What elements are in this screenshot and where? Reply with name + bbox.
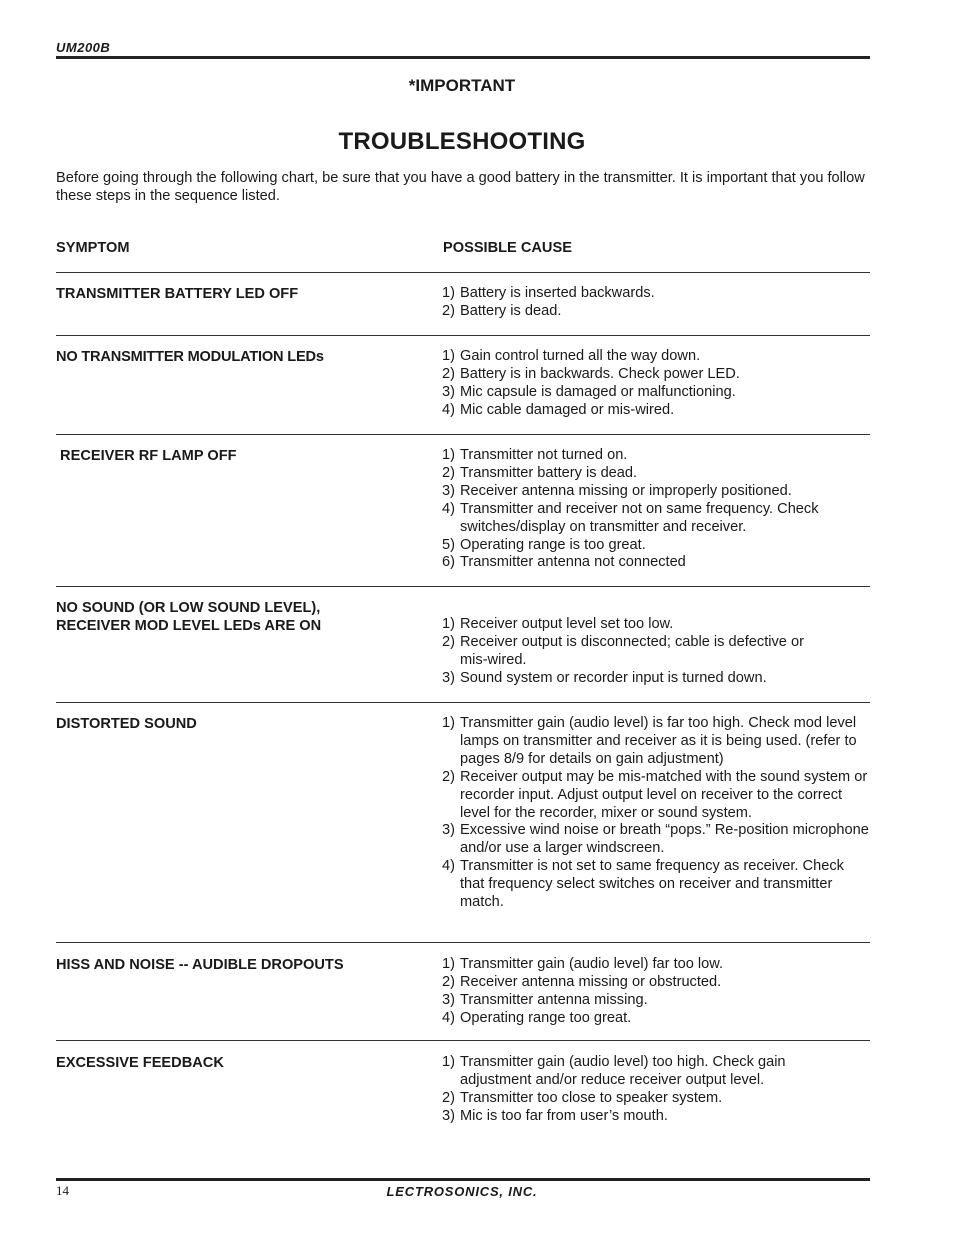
cause-text: Transmitter too close to speaker system. [460, 1089, 723, 1106]
cause-number: 1) [442, 447, 455, 463]
cause-number: 4) [442, 1009, 455, 1026]
row-divider [56, 434, 870, 435]
cause-text: Transmitter antenna missing. [460, 991, 648, 1008]
cause-item [442, 501, 870, 537]
cause-number: 2) [442, 365, 455, 382]
cause-number: 3) [442, 1107, 455, 1124]
cause-text: Excessive wind noise or breath “pops.” Re-position microphone and/or use a larger windscreen. [460, 822, 869, 857]
cause-number: 2) [442, 973, 455, 990]
cause-item [442, 992, 870, 1010]
column-header-symptom: SYMPTOM [56, 240, 130, 256]
cause-text: Receiver output is disconnected; cable is defective or mis-wired. [460, 633, 804, 668]
cause-number: 2) [442, 1089, 455, 1106]
cause-number: 6) [442, 554, 455, 571]
cause-item [442, 769, 870, 823]
footer-rule [56, 1178, 870, 1181]
cause-text: Transmitter is not set to same frequency as receiver. Check that frequency select switches on receiver and transmitter match. [460, 858, 844, 911]
cause-list [442, 285, 870, 321]
cause-number: 1) [442, 1054, 455, 1070]
page-number: 14 [56, 1183, 69, 1198]
header-rule [56, 56, 870, 59]
row-divider [56, 586, 870, 587]
cause-item [442, 285, 870, 303]
cause-number: 3) [442, 482, 455, 499]
cause-text: Transmitter and receiver not on same frequency. Check switches/display on transmitter and receiver. [460, 500, 819, 535]
cause-number: 1) [442, 715, 455, 731]
cause-text: Receiver output may be mis-matched with the sound system or recorder input. Adjust output level on receiver to the correct level for the recorder, mixer or sound system. [460, 768, 868, 821]
cause-text: Sound system or recorder input is turned down. [460, 669, 767, 686]
cause-text: Transmitter not turned on. [460, 447, 628, 463]
cause-text: Mic capsule is damaged or malfunctioning. [460, 383, 736, 400]
cause-item [442, 402, 870, 420]
page-title: TROUBLESHOOTING [338, 128, 586, 155]
cause-text: Receiver antenna missing or obstructed. [460, 973, 722, 990]
cause-list [442, 447, 870, 572]
cause-item [442, 1090, 842, 1108]
cause-number: 4) [442, 401, 455, 418]
cause-number: 3) [442, 383, 455, 400]
cause-text: Battery is inserted backwards. [460, 285, 655, 301]
cause-item [442, 670, 822, 688]
cause-list [442, 956, 870, 1028]
cause-item [442, 303, 870, 321]
cause-item [442, 858, 870, 912]
cause-list [442, 715, 870, 912]
header-model: UM200B [56, 40, 111, 55]
cause-item [442, 348, 870, 366]
row-divider [56, 942, 870, 943]
cause-item [442, 366, 870, 384]
cause-number: 2) [442, 302, 455, 319]
footer-company: LECTROSONICS, INC. [386, 1184, 538, 1199]
cause-list [442, 348, 870, 420]
cause-item [442, 822, 870, 858]
cause-item [442, 483, 870, 501]
symptom-label: DISTORTED SOUND [56, 716, 197, 732]
cause-number: 1) [442, 285, 455, 301]
cause-item [442, 634, 822, 670]
cause-number: 3) [442, 669, 455, 686]
cause-number: 1) [442, 956, 455, 972]
cause-item [442, 715, 870, 769]
cause-text: Operating range is too great. [460, 536, 646, 553]
symptom-label: NO SOUND (OR LOW SOUND LEVEL), RECEIVER MOD LEVEL LEDs ARE ON [56, 600, 322, 634]
cause-number: 2) [442, 464, 455, 481]
cause-text: Gain control turned all the way down. [460, 348, 701, 364]
cause-list [442, 1054, 842, 1126]
cause-number: 4) [442, 500, 455, 517]
row-divider [56, 272, 870, 273]
row-divider [56, 702, 870, 703]
cause-text: Receiver antenna missing or improperly positioned. [460, 482, 792, 499]
cause-item [442, 616, 822, 634]
cause-item [442, 1108, 842, 1126]
important-label: *IMPORTANT [408, 76, 516, 95]
cause-text: Mic cable damaged or mis-wired. [460, 401, 675, 418]
cause-text: Battery is dead. [460, 302, 562, 319]
cause-item [442, 956, 870, 974]
cause-number: 5) [442, 536, 455, 553]
cause-text: Receiver output level set too low. [460, 616, 674, 632]
cause-item [442, 447, 870, 465]
cause-text: Transmitter antenna not connected [460, 554, 686, 571]
symptom-label: NO TRANSMITTER MODULATION LEDs [56, 349, 324, 365]
cause-text: Transmitter battery is dead. [460, 464, 638, 481]
cause-item [442, 1010, 870, 1028]
cause-number: 4) [442, 858, 455, 875]
cause-number: 2) [442, 768, 455, 785]
column-header-cause: POSSIBLE CAUSE [443, 240, 572, 256]
symptom-label: TRANSMITTER BATTERY LED OFF [56, 286, 299, 302]
cause-text: Mic is too far from user’s mouth. [460, 1107, 668, 1124]
cause-list [442, 616, 822, 688]
cause-item [442, 974, 870, 992]
cause-text: Transmitter gain (audio level) too high. Check gain adjustment and/or reduce receiver output level. [460, 1054, 786, 1088]
cause-text: Transmitter gain (audio level) far too low. [460, 956, 724, 972]
cause-number: 2) [442, 633, 455, 650]
cause-text: Battery is in backwards. Check power LED. [460, 365, 740, 382]
intro-paragraph: Before going through the following chart, be sure that you have a good battery in the transmitter. It is important that you follow these steps in the sequence listed. [56, 170, 865, 204]
cause-number: 3) [442, 991, 455, 1008]
cause-text: Transmitter gain (audio level) is far too high. Check mod level lamps on transmitter and receiver as it is being used. (refer to pages 8/9 for details on gain adjustment) [460, 715, 857, 767]
row-divider [56, 1040, 870, 1041]
cause-item [442, 384, 870, 402]
symptom-label: EXCESSIVE FEEDBACK [56, 1055, 224, 1071]
cause-item [442, 1054, 842, 1090]
symptom-label: HISS AND NOISE -- AUDIBLE DROPOUTS [56, 957, 344, 973]
cause-number: 1) [442, 348, 455, 364]
cause-text: Operating range too great. [460, 1009, 632, 1026]
cause-item [442, 465, 870, 483]
cause-item [442, 554, 870, 572]
cause-item [442, 537, 870, 555]
symptom-label: RECEIVER RF LAMP OFF [56, 448, 237, 464]
cause-number: 3) [442, 822, 455, 839]
row-divider [56, 335, 870, 336]
cause-number: 1) [442, 616, 455, 632]
